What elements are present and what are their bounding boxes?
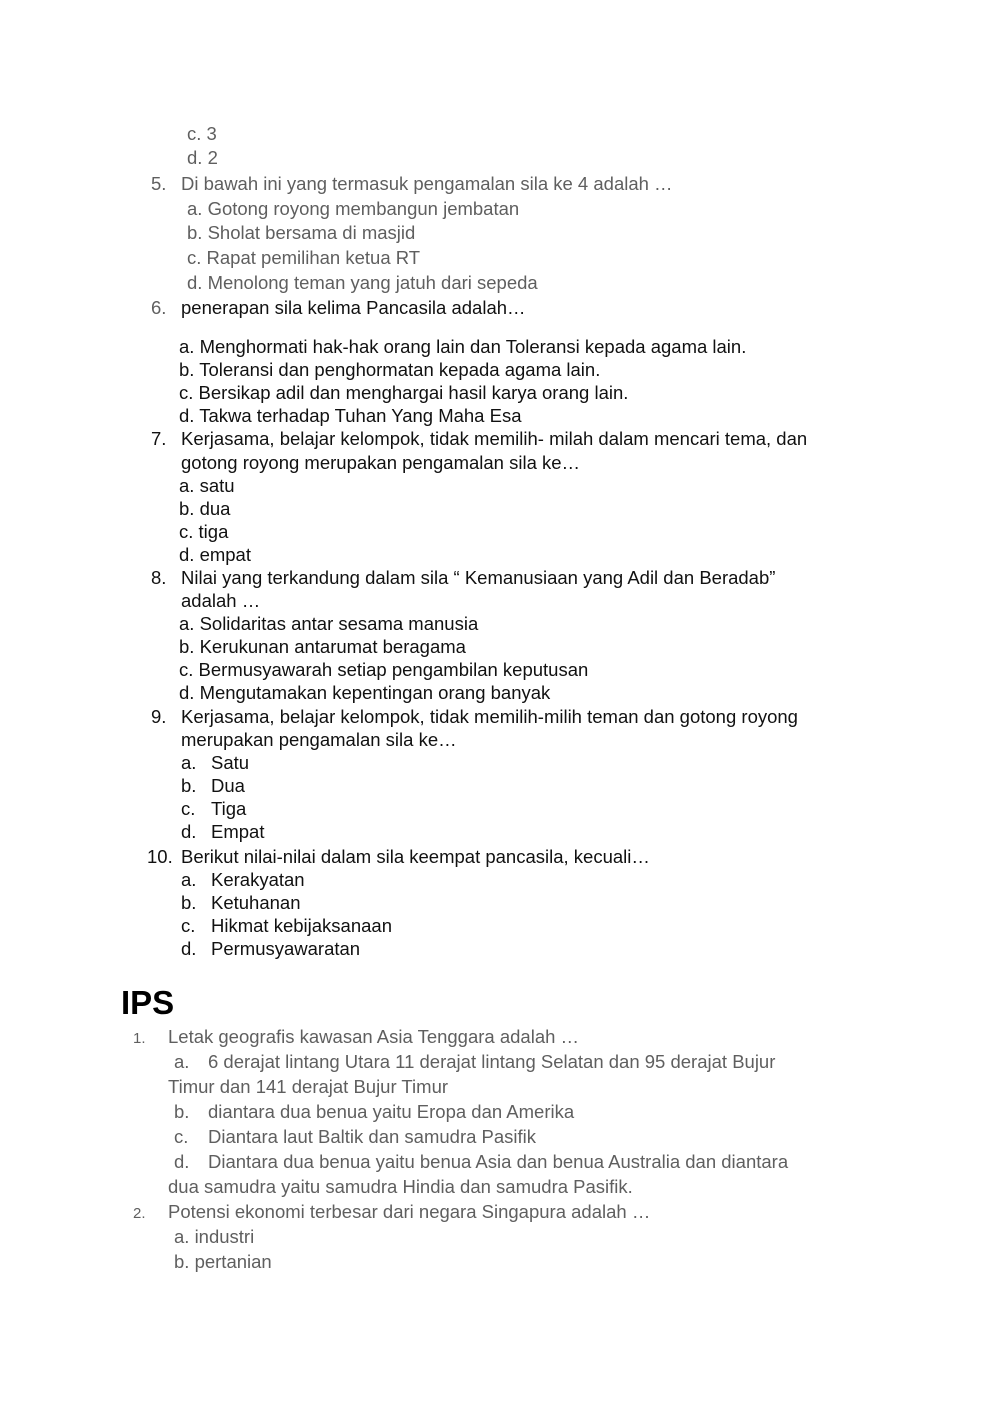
q9-option-d-letter: d. bbox=[181, 821, 197, 842]
q8-option-c: c. Bermusyawarah setiap pengambilan keputusan bbox=[179, 659, 589, 680]
section-heading-ips: IPS bbox=[121, 984, 175, 1021]
q8-text-line2: adalah … bbox=[181, 590, 261, 611]
q9-option-d: Empat bbox=[211, 821, 265, 842]
q5-option-b: b. Sholat bersama di masjid bbox=[187, 222, 416, 243]
q10-option-a-letter: a. bbox=[181, 869, 197, 890]
q9-option-a-letter: a. bbox=[181, 752, 197, 773]
ips-q1-option-b-letter: b. bbox=[174, 1101, 190, 1122]
ips-q1-text: Letak geografis kawasan Asia Tenggara adalah … bbox=[168, 1026, 580, 1047]
q8-number: 8. bbox=[151, 567, 167, 588]
ips-q1-option-a-line2: Timur dan 141 derajat Bujur Timur bbox=[168, 1076, 449, 1097]
q5-option-a: a. Gotong royong membangun jembatan bbox=[187, 198, 520, 219]
ips-q1-option-c: Diantara laut Baltik dan samudra Pasifik bbox=[208, 1126, 537, 1147]
q8-text-line1: Nilai yang terkandung dalam sila “ Kemanusiaan yang Adil dan Beradab” bbox=[181, 567, 776, 588]
q8-option-d: d. Mengutamakan kepentingan orang banyak bbox=[179, 682, 551, 703]
ips-q1-option-d-letter: d. bbox=[174, 1151, 190, 1172]
ips-q1-option-a-letter: a. bbox=[174, 1051, 190, 1072]
q5-text: Di bawah ini yang termasuk pengamalan sila ke 4 adalah … bbox=[181, 173, 673, 194]
q10-option-a: Kerakyatan bbox=[211, 869, 305, 890]
ips-q1-option-a-line1: 6 derajat lintang Utara 11 derajat lintang Selatan dan 95 derajat Bujur bbox=[208, 1051, 776, 1072]
q8-option-b: b. Kerukunan antarumat beragama bbox=[179, 636, 466, 657]
q9-option-c: Tiga bbox=[211, 798, 247, 819]
q10-option-b: Ketuhanan bbox=[211, 892, 301, 913]
ips-q1-option-b: diantara dua benua yaitu Eropa dan Amerika bbox=[208, 1101, 575, 1122]
q10-number: 10. bbox=[147, 846, 173, 867]
q6-option-d: d. Takwa terhadap Tuhan Yang Maha Esa bbox=[179, 405, 522, 426]
q10-option-c-letter: c. bbox=[181, 915, 196, 936]
q6-option-a: a. Menghormati hak-hak orang lain dan Toleransi kepada agama lain. bbox=[179, 336, 747, 357]
q9-text-line1: Kerjasama, belajar kelompok, tidak memilih-milih teman dan gotong royong bbox=[181, 706, 798, 727]
q7-option-b: b. dua bbox=[179, 498, 231, 519]
q10-option-c: Hikmat kebijaksanaan bbox=[211, 915, 392, 936]
q7-number: 7. bbox=[151, 428, 167, 449]
ips-q1-number: 1. bbox=[133, 1030, 146, 1047]
ips-q2-text: Potensi ekonomi terbesar dari negara Singapura adalah … bbox=[168, 1201, 651, 1222]
q8-option-a: a. Solidaritas antar sesama manusia bbox=[179, 613, 479, 634]
q7-option-c: c. tiga bbox=[179, 521, 229, 542]
ips-q1-option-d-line2: dua samudra yaitu samudra Hindia dan samudra Pasifik. bbox=[168, 1176, 633, 1197]
q7-option-d: d. empat bbox=[179, 544, 251, 565]
q10-option-d: Permusyawaratan bbox=[211, 938, 361, 959]
q6-text: penerapan sila kelima Pancasila adalah… bbox=[181, 297, 526, 318]
q5-option-d: d. Menolong teman yang jatuh dari sepeda bbox=[187, 272, 538, 293]
ips-q2-number: 2. bbox=[133, 1205, 146, 1222]
q4-option-d: d. 2 bbox=[187, 147, 218, 168]
q5-number: 5. bbox=[151, 173, 167, 194]
ips-q1-option-d-line1: Diantara dua benua yaitu benua Asia dan benua Australia dan diantara bbox=[208, 1151, 789, 1172]
q4-option-c: c. 3 bbox=[187, 123, 217, 144]
q6-option-c: c. Bersikap adil dan menghargai hasil karya orang lain. bbox=[179, 382, 629, 403]
q6-number: 6. bbox=[151, 297, 167, 318]
ips-q2-option-a: a. industri bbox=[174, 1226, 255, 1247]
q10-option-d-letter: d. bbox=[181, 938, 197, 959]
q7-option-a: a. satu bbox=[179, 475, 235, 496]
q7-text-line1: Kerjasama, belajar kelompok, tidak memilih- milah dalam mencari tema, dan bbox=[181, 428, 808, 449]
q9-option-a: Satu bbox=[211, 752, 250, 773]
q9-option-b-letter: b. bbox=[181, 775, 197, 796]
q5-option-c: c. Rapat pemilihan ketua RT bbox=[187, 247, 421, 268]
ips-q2-option-b: b. pertanian bbox=[174, 1251, 272, 1272]
q9-text-line2: merupakan pengamalan sila ke… bbox=[181, 729, 457, 750]
q10-text: Berikut nilai-nilai dalam sila keempat pancasila, kecuali… bbox=[181, 846, 650, 867]
q6-option-b: b. Toleransi dan penghormatan kepada agama lain. bbox=[179, 359, 601, 380]
q7-text-line2: gotong royong merupakan pengamalan sila ke… bbox=[181, 452, 581, 473]
ips-q1-option-c-letter: c. bbox=[174, 1126, 189, 1147]
q9-option-b: Dua bbox=[211, 775, 245, 796]
q10-option-b-letter: b. bbox=[181, 892, 197, 913]
q9-option-c-letter: c. bbox=[181, 798, 196, 819]
q9-number: 9. bbox=[151, 706, 167, 727]
